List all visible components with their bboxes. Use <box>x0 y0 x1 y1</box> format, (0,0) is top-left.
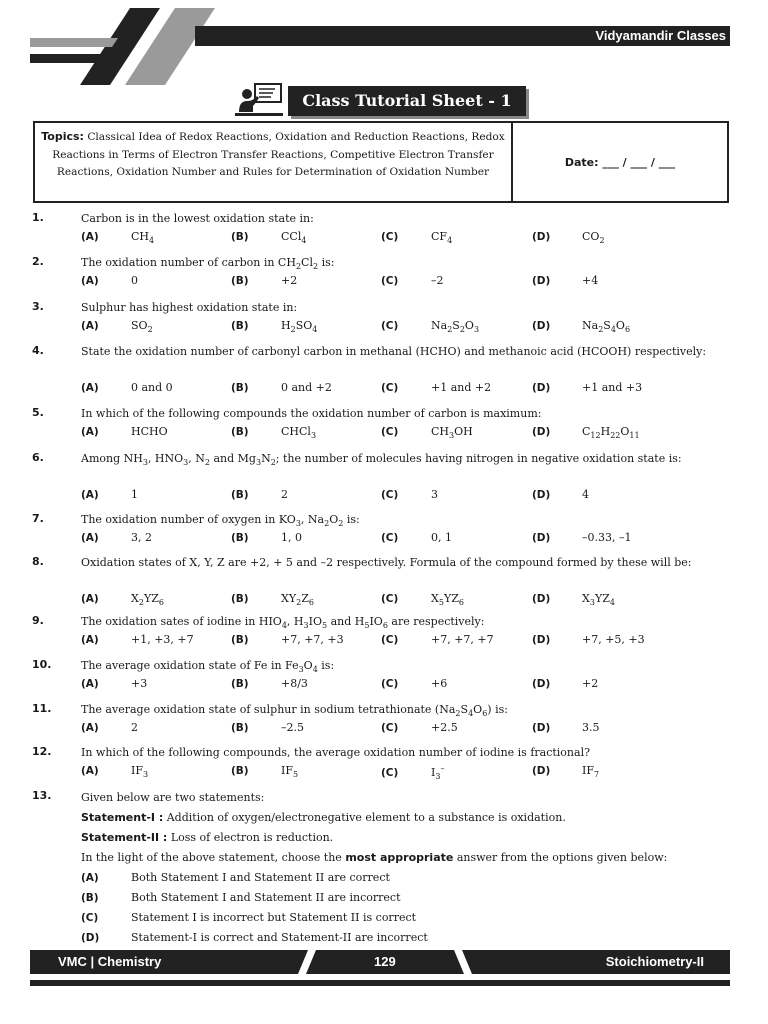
option-c: (C) $Na_2S_2O_3$ <box>381 319 480 334</box>
q13-intro: Given below are two statements: <box>81 791 265 804</box>
question-text: State the oxidation number of carbonyl carbon in methanal (HCHO) and methanoic acid (HCOOH) respectively: <box>81 345 707 358</box>
option-value: HCHO <box>131 425 168 438</box>
q13-option-d: (D) Statement-I is correct and Statement-II are incorrect <box>81 931 428 944</box>
topics-label: Topics: <box>41 130 84 143</box>
option-value: $IF_5$ <box>281 764 299 779</box>
option-c: (C) +7, +7, +7 <box>381 633 494 646</box>
option-d: (D) $C_{12}H_{22}O_{11}$ <box>532 425 640 440</box>
teacher-icon <box>235 82 285 118</box>
option-a: (A) +3 <box>81 677 148 690</box>
option-d: (D) +2 <box>532 677 599 690</box>
option-b: (B) +2 <box>231 274 298 287</box>
question-number: 11. <box>32 702 52 715</box>
question-number: 5. <box>32 406 44 419</box>
option-a: (A) $X_2YZ_6$ <box>81 592 164 607</box>
page-number: 129 <box>374 954 396 969</box>
option-value: 3.5 <box>582 721 600 734</box>
option-d: (D) –0.33, –1 <box>532 531 632 544</box>
option-b: (B) $H_2SO_4$ <box>231 319 318 334</box>
option-value: +2.5 <box>431 721 458 734</box>
option-value: 2 <box>131 721 138 734</box>
option-value: $CF_4$ <box>431 230 453 245</box>
option-value: 0 and 0 <box>131 381 173 394</box>
question-text: Among $NH_3$, $HNO_3$, $N_2$ and $Mg_3N_2$; the number of molecules having nitrogen in negative oxidation state is: <box>81 452 682 467</box>
option-value: +1 and +2 <box>431 381 492 394</box>
question-number: 6. <box>32 451 44 464</box>
option-c: (C) $X_5YZ_6$ <box>381 592 464 607</box>
option-value: CCl$_4$ <box>281 230 307 245</box>
option-value: +1, +3, +7 <box>131 633 194 646</box>
option-value: $X_2YZ_6$ <box>131 592 164 607</box>
question-text: The average oxidation state of Fe in $Fe_3O_4$ is: <box>81 659 335 674</box>
option-c: (C) $I_3^-$ <box>381 764 445 781</box>
option-c: (C) –2 <box>381 274 444 287</box>
option-a: (A) 0 <box>81 274 138 287</box>
option-d: (D) +7, +5, +3 <box>532 633 645 646</box>
option-value: +1 and +3 <box>582 381 643 394</box>
question-text: Oxidation states of X, Y, Z are +2, + 5 and –2 respectively. Formula of the compound formed by these will be: <box>81 556 692 569</box>
question-text: In which of the following compounds, the average oxidation number of iodine is fractional? <box>81 746 590 759</box>
option-c: (C) 0, 1 <box>381 531 452 544</box>
question-number: 10. <box>32 658 52 671</box>
option-value: +7, +5, +3 <box>582 633 645 646</box>
option-b: (B) 0 and +2 <box>231 381 332 394</box>
option-value: +6 <box>431 677 448 690</box>
option-value: CHCl$_3$ <box>281 425 317 440</box>
option-value: 0 <box>131 274 138 287</box>
option-value: $H_2SO_4$ <box>281 319 318 334</box>
option-d: (D) +1 and +3 <box>532 381 643 394</box>
option-d: (D) $Na_2S_4O_6$ <box>532 319 631 334</box>
option-value: 3 <box>431 488 438 501</box>
question-text: Carbon is in the lowest oxidation state in: <box>81 212 314 225</box>
option-d: (D) $CO_2$ <box>532 230 605 245</box>
option-b: (B) +8/3 <box>231 677 308 690</box>
question-number: 1. <box>32 211 44 224</box>
question-number: 8. <box>32 555 44 568</box>
question-number: 9. <box>32 614 44 627</box>
option-b: (B) –2.5 <box>231 721 304 734</box>
option-value: $Na_2S_4O_6$ <box>582 319 631 334</box>
question-text: The average oxidation state of sulphur in sodium tetrathionate $(Na_2S_4O_6)$ is: <box>81 703 508 718</box>
option-c: (C) 3 <box>381 488 438 501</box>
option-b: (B) 1, 0 <box>231 531 302 544</box>
footer-subject: VMC | Chemistry <box>58 954 162 969</box>
option-a: (A) $IF_3$ <box>81 764 149 779</box>
option-a: (A) 3, 2 <box>81 531 152 544</box>
option-value: –2.5 <box>281 721 304 734</box>
option-value: 0, 1 <box>431 531 452 544</box>
option-c: (C) +1 and +2 <box>381 381 492 394</box>
option-d: (D) $X_3YZ_4$ <box>532 592 615 607</box>
page-title: Class Tutorial Sheet - 1 <box>288 86 526 116</box>
option-d: (D) 3.5 <box>532 721 600 734</box>
option-value: $X_5YZ_6$ <box>431 592 464 607</box>
option-value: –0.33, –1 <box>582 531 632 544</box>
option-a: (A) +1, +3, +7 <box>81 633 194 646</box>
option-b: (B) +7, +7, +3 <box>231 633 344 646</box>
option-value: +8/3 <box>281 677 308 690</box>
option-value: 4 <box>582 488 589 501</box>
option-value: $IF_3$ <box>131 764 149 779</box>
option-value: $C_{12}H_{22}O_{11}$ <box>582 425 640 440</box>
option-value: $Na_2S_2O_3$ <box>431 319 480 334</box>
option-value: $I_3^-$ <box>431 764 445 781</box>
question-number: 2. <box>32 255 44 268</box>
option-c: (C) +2.5 <box>381 721 458 734</box>
option-value: –2 <box>431 274 444 287</box>
footer-chapter: Stoichiometry-II <box>605 954 704 969</box>
option-value: +2 <box>281 274 298 287</box>
option-value: $CO_2$ <box>582 230 605 245</box>
option-c: (C) $CH_3OH$ <box>381 425 473 440</box>
option-value: $X_3YZ_4$ <box>582 592 615 607</box>
option-value: 1 <box>131 488 138 501</box>
question-text: The oxidation number of oxygen in $KO_3$, $Na_2O_2$ is: <box>81 513 360 528</box>
question-text: The oxidation sates of iodine in $HIO_4$, $H_3IO_5$ and $H_5IO_6$ are respectively: <box>81 615 485 630</box>
option-value: +2 <box>582 677 599 690</box>
question-number: 3. <box>32 300 44 313</box>
footer-rule <box>30 980 730 986</box>
question-number: 12. <box>32 745 52 758</box>
option-value: $SO_2$ <box>131 319 153 334</box>
option-c: (C) +6 <box>381 677 448 690</box>
option-b: (B) CHCl$_3$ <box>231 425 317 440</box>
option-value: 1, 0 <box>281 531 302 544</box>
footer-bar <box>30 950 730 974</box>
option-b: (B) 2 <box>231 488 288 501</box>
question-text: The oxidation number of carbon in $CH_2Cl_2$ is: <box>81 256 335 271</box>
option-a: (A) 2 <box>81 721 138 734</box>
option-a: (A) 1 <box>81 488 138 501</box>
option-b: (B) $IF_5$ <box>231 764 299 779</box>
option-d: (D) +4 <box>532 274 599 287</box>
q13-option-a: (A) Both Statement I and Statement II are correct <box>81 871 390 884</box>
question-text: Sulphur has highest oxidation state in: <box>81 301 298 314</box>
option-value: +7, +7, +7 <box>431 633 494 646</box>
option-a: (A) 0 and 0 <box>81 381 173 394</box>
option-d: (D) $IF_7$ <box>532 764 600 779</box>
option-value: $CH_4$ <box>131 230 155 245</box>
statement-1: Statement-I : Addition of oxygen/electronegative element to a substance is oxidation. <box>81 811 566 824</box>
question-number: 13. <box>32 789 52 802</box>
q13-prompt: In the light of the above statement, choose the most appropriate answer from the options given below: <box>81 851 668 864</box>
q13-option-b: (B) Both Statement I and Statement II are incorrect <box>81 891 401 904</box>
date-field: Date: ___ / ___ / ___ <box>564 155 676 169</box>
option-value: +4 <box>582 274 599 287</box>
question-number: 7. <box>32 512 44 525</box>
option-value: 3, 2 <box>131 531 152 544</box>
statement-2: Statement-II : Loss of electron is reduction. <box>81 831 334 844</box>
option-a: (A) $SO_2$ <box>81 319 153 334</box>
question-number: 4. <box>32 344 44 357</box>
option-value: 2 <box>281 488 288 501</box>
topics-content: Classical Idea of Redox Reactions, Oxidation and Reduction Reactions, Redox Reactions in Terms of Electron Transfer Reactions, Competitive Electron Transfer Reactions, Oxidation Number and Rules for Determination of Oxidation Number <box>52 131 505 178</box>
option-value: $CH_3OH$ <box>431 425 473 440</box>
topics-text <box>35 123 513 201</box>
footer-decoration <box>30 950 730 974</box>
question-text: In which of the following compounds the oxidation number of carbon is maximum: <box>81 407 542 420</box>
topics-box <box>33 121 729 203</box>
option-value: +7, +7, +3 <box>281 633 344 646</box>
option-a: (A) HCHO <box>81 425 168 438</box>
option-b: (B) CCl$_4$ <box>231 230 307 245</box>
option-a: (A) $CH_4$ <box>81 230 155 245</box>
brand-name: Vidyamandir Classes <box>595 28 726 43</box>
option-c: (C) $CF_4$ <box>381 230 453 245</box>
option-value: +3 <box>131 677 148 690</box>
option-value: $XY_2Z_6$ <box>281 592 314 607</box>
option-value: 0 and +2 <box>281 381 332 394</box>
option-b: (B) $XY_2Z_6$ <box>231 592 314 607</box>
option-d: (D) 4 <box>532 488 589 501</box>
q13-option-c: (C) Statement I is incorrect but Statement II is correct <box>81 911 417 924</box>
option-value: $IF_7$ <box>582 764 600 779</box>
